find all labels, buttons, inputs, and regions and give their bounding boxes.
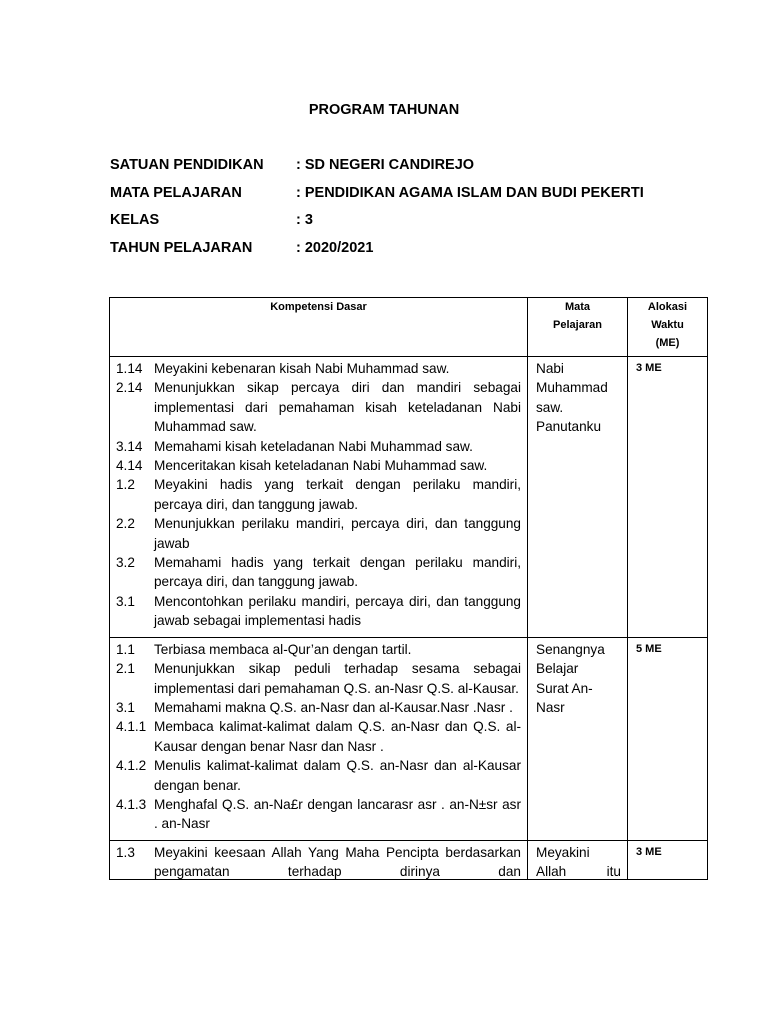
list-item <box>116 659 521 698</box>
competency-table <box>109 297 708 880</box>
kompetensi-cell <box>110 840 528 879</box>
header-label: Pelajaran <box>553 319 602 331</box>
table-row <box>110 637 708 840</box>
header-label: (ME) <box>655 337 680 349</box>
subject-line: Nabi <box>536 361 564 376</box>
subject-line: Surat An- <box>536 680 593 696</box>
list-item <box>116 456 521 475</box>
item-text: Menghafal Q.S. an-Na£r dengan lancarasr asr . an-N±sr asr . an-Nasr <box>154 796 521 832</box>
meta-value: : 2020/2021 <box>296 239 374 256</box>
item-number: 1.2 <box>116 477 135 493</box>
item-number: 4.14 <box>116 458 143 474</box>
meta-label: KELAS <box>110 212 160 228</box>
list-item <box>116 592 521 631</box>
table-row <box>110 840 708 879</box>
meta-label: MATA PELAJARAN <box>110 184 242 201</box>
item-text: Meyakini kebenaran kisah Nabi Muhammad saw. <box>154 361 450 376</box>
meta-label: SATUAN PENDIDIKAN <box>110 157 264 173</box>
list-item <box>116 717 521 756</box>
subject-line: Meyakini <box>536 844 590 860</box>
item-number: 1.1 <box>116 641 135 657</box>
header-label: Mata <box>564 301 591 313</box>
mata-pelajaran-cell <box>528 840 628 879</box>
table-row <box>110 357 708 638</box>
alokasi-waktu-cell <box>628 357 708 638</box>
item-text: Mencontohkan perilaku mandiri, percaya diri, dan tanggung jawab sebagai implementasi hadis <box>154 593 521 629</box>
item-number: 4.1.3 <box>116 796 147 812</box>
kompetensi-cell <box>110 357 528 638</box>
item-number: 2.14 <box>116 380 143 396</box>
item-text: Memahami kisah keteladanan Nabi Muhammad saw. <box>154 438 473 454</box>
item-number: 4.1.2 <box>116 758 147 774</box>
list-item <box>116 843 521 879</box>
alokasi-waktu-cell <box>628 637 708 840</box>
kompetensi-cell <box>110 637 528 840</box>
subject-line: saw. <box>536 399 564 415</box>
item-number: 2.1 <box>116 661 135 677</box>
subject-line: Nasr <box>536 699 565 715</box>
list-item <box>116 378 521 436</box>
item-number: 1.14 <box>116 361 143 376</box>
item-text: Memahami hadis yang terkait dengan perilaku mandiri, percaya diri, dan tanggung jawab. <box>154 555 521 590</box>
subject-line: Senangnya <box>536 641 605 657</box>
time-allocation: 5 ME <box>636 642 662 655</box>
list-item <box>116 437 521 456</box>
list-item <box>116 514 521 553</box>
mata-pelajaran-cell <box>528 357 628 638</box>
item-text: Terbiasa membaca al-Qur’an dengan tartil. <box>154 641 412 657</box>
item-text: Menunjukkan sikap percaya diri dan mandiri sebagai implementasi dari pemahaman kisah keteladanan Nabi Muhammad saw. <box>154 380 521 435</box>
subject-line: Muhammad <box>536 380 608 396</box>
list-item <box>116 698 521 717</box>
subject-line: Belajar <box>536 661 579 677</box>
item-text: Menunjukkan perilaku mandiri, percaya diri, dan tanggung jawab <box>154 516 521 551</box>
subject-line: Allah itu <box>536 864 621 879</box>
header-label: Alokasi <box>647 301 688 313</box>
meta-value: : SD NEGERI CANDIREJO <box>296 157 475 173</box>
item-number: 3.2 <box>116 555 135 571</box>
item-number: 2.2 <box>116 516 135 532</box>
item-text: Memahami makna Q.S. an-Nasr dan al-Kausar.Nasr .Nasr . <box>154 699 513 715</box>
item-number: 4.1.1 <box>116 719 147 735</box>
item-text: Menunjukkan sikap peduli terhadap sesama sebagai implementasi dari pemahaman Q.S. an-Nasr Q.S. al-Kausar. <box>154 661 521 696</box>
header-kompetensi-dasar <box>110 298 528 357</box>
header-alokasi-waktu <box>628 298 708 357</box>
mata-pelajaran-cell <box>528 637 628 840</box>
item-text: Menulis kalimat-kalimat dalam Q.S. an-Nasr dan al-Kausar dengan benar. <box>154 758 521 793</box>
meta-value: : 3 <box>296 212 313 228</box>
list-item <box>116 756 521 795</box>
list-item <box>116 795 521 834</box>
header-mata-pelajaran <box>528 298 628 357</box>
meta-label: TAHUN PELAJARAN <box>110 239 253 256</box>
item-number: 3.1 <box>116 593 135 609</box>
list-item <box>116 640 521 659</box>
time-allocation: 3 ME <box>636 362 662 374</box>
list-item <box>116 553 521 592</box>
header-label: Waktu <box>651 319 684 331</box>
table-header-row <box>110 298 708 357</box>
meta-value: : PENDIDIKAN AGAMA ISLAM DAN BUDI PEKERTI <box>296 184 644 201</box>
list-item <box>116 475 521 514</box>
header-label: Kompetensi Dasar <box>270 301 367 313</box>
item-text: Meyakini hadis yang terkait dengan perilaku mandiri, percaya diri, dan tanggung jawab. <box>154 477 521 512</box>
page-title: PROGRAM TAHUNAN <box>308 102 460 118</box>
item-number: 3.14 <box>116 438 143 454</box>
time-allocation: 3 ME <box>636 845 662 858</box>
alokasi-waktu-cell <box>628 840 708 879</box>
item-text: Membaca kalimat-kalimat dalam Q.S. an-Nasr dan Q.S. al-Kausar dengan benar Nasr dan Nasr . <box>154 719 521 754</box>
item-text: Menceritakan kisah keteladanan Nabi Muhammad saw. <box>154 458 488 474</box>
item-number: 3.1 <box>116 699 135 715</box>
item-text: Meyakini keesaan Allah Yang Maha Pencipta berdasarkan pengamatan terhadap dirinya dan <box>154 844 521 879</box>
subject-line: Panutanku <box>536 419 602 435</box>
list-item <box>116 359 521 378</box>
item-number: 1.3 <box>116 844 135 860</box>
